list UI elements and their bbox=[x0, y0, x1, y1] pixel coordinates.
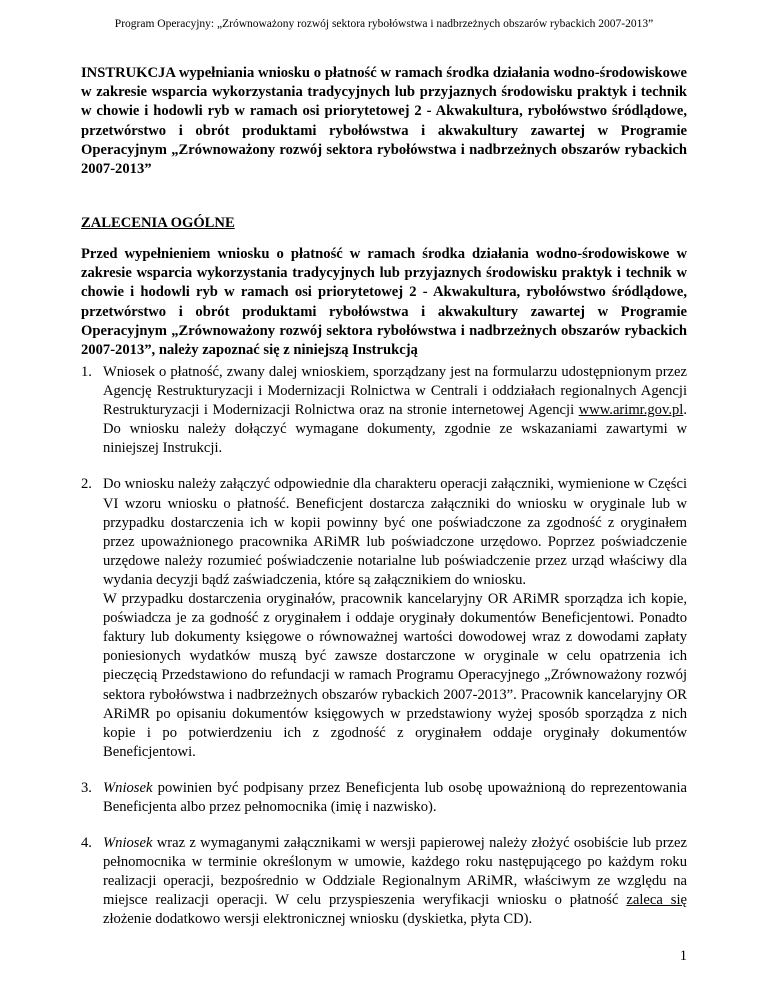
running-header: Program Operacyjny: „Zrównoważony rozwój sektora rybołówstwa i nadbrzeżnych obszarów rybackich 2007-2013” bbox=[114, 18, 654, 30]
item-text: . Do wniosku należy dołączyć wymagane dokumenty, zgodnie ze wskazaniami zawartymi w niniejszej Instrukcji. bbox=[103, 402, 687, 457]
list-item bbox=[81, 363, 687, 458]
arimr-website-link[interactable]: www.arimr.gov.pl bbox=[578, 402, 684, 419]
list-item bbox=[81, 779, 687, 817]
item-number: 1. bbox=[81, 364, 92, 380]
underlined-text: zaleca się bbox=[626, 892, 687, 909]
section-heading: ZALECENIA OGÓLNE bbox=[81, 215, 235, 231]
item-lead-italic: Wniosek bbox=[103, 835, 153, 852]
item-text: złożenie dodatkowo wersji elektronicznej wniosku (dyskietka, płyta CD). bbox=[103, 911, 533, 928]
item-number: 4. bbox=[81, 835, 92, 852]
list-item bbox=[81, 475, 687, 761]
item-text: Wniosek o płatność, zwany dalej wnioskiem, sporządzany jest na formularzu udostępnionym przez Agencję Restrukturyzacji i Modernizacji Rolnictwa w Centrali i oddziałach regionalnych Agencji Restrukturyzacji i Modernizacji Rolnictwa oraz na stronie internetowej Agencji bbox=[103, 364, 687, 419]
item-number: 2. bbox=[81, 476, 92, 493]
intro-paragraph: Przed wypełnieniem wniosku o płatność w ramach środka działania wodno-środowiskowe w zakresie wsparcia wykorzystania tradycyjnych lub przyjaznych środowisku praktyk i technik w chowie i hodowli ryb w ramach osi priorytetowej 2 - Akwakultura, rybołówstwo śródlądowe, przetwórstwo i obrót produktami rybołówstwa i akwakultury zawartej w Programie Operacyjnym „Zrównoważony rozwój sektora rybołówstwa i nadbrzeżnych obszarów rybackich 2007-2013”, należy zapoznać się z niniejszą Instrukcją bbox=[81, 246, 687, 359]
item-paragraph: Do wniosku należy załączyć odpowiednie dla charakteru operacji załączniki, wymienione w Części VI wzoru wniosku o płatność. Beneficjent dostarcza załączniki do wniosku w oryginale lub w przypadku dostarczenia ich w kopii powinny być one poświadczone za zgodność z oryginałem przez upoważnionego pracownika ARiMR lub poświadczone urzędowo. Poprzez poświadczenie urzędowe należy rozumieć poświadczenie notarialne lub poświadczenie przez urząd właściwy dla wydania decyzji bądź zaświadczenia, które są załącznikiem do wniosku. bbox=[103, 476, 687, 588]
item-text: wraz z wymaganymi załącznikami w wersji papierowej należy złożyć osobiście lub przez pełnomocnika w terminie określonym w umowie, każdego roku następującego po każdym roku realizacji operacji, bezpośrednio w Oddziale Regionalnym ARiMR, właściwym ze względu na miejsce realizacji operacji. W celu przyspieszenia weryfikacji wniosku o płatność bbox=[103, 835, 687, 909]
page-number: 1 bbox=[679, 948, 687, 964]
item-number: 3. bbox=[81, 779, 92, 796]
item-lead-italic: Wniosek bbox=[103, 779, 153, 796]
list-item bbox=[81, 834, 687, 929]
item-text: powinien być podpisany przez Beneficjenta lub osobę upoważnioną do reprezentowania Beneficjenta albo przez pełnomocnika (imię i nazwisko). bbox=[103, 779, 687, 815]
item-paragraph: W przypadku dostarczenia oryginałów, pracownik kancelaryjny OR ARiMR sporządza ich kopie, poświadcza je za godność z oryginałem i oddaje oryginały dokumentów Beneficjentowi. Ponadto faktury lub dokumenty księgowe o równoważnej wartości dowodowej wraz z dowodami zapłaty poniesionych wydatków muszą być zawsze dostarczone w oryginale w celu opatrzenia ich pieczęcią Przedstawiono do refundacji w ramach Programu Operacyjnego „Zrównoważony rozwój sektora rybołówstwa i nadbrzeżnych obszarów rybackich 2007-2013”. Pracownik kancelaryjny OR ARiMR po opisaniu dokumentów księgowych w przedstawiony wyżej sposób sporządza z nich kopie i po potwierdzeniu ich z zgodność z oryginałem oddaje oryginały dokumentów Beneficjentowi. bbox=[103, 591, 687, 760]
page-title: INSTRUKCJA wypełniania wniosku o płatność w ramach środka działania wodno-środowiskowe w zakresie wsparcia wykorzystania tradycyjnych lub przyjaznych środowisku praktyk i technik w chowie i hodowli ryb w ramach osi priorytetowej 2 - Akwakultura, rybołówstwo śródlądowe, przetwórstwo i obrót produktami rybołówstwa i akwakultury zawartej w Programie Operacyjnym „Zrównoważony rozwój sektora rybołówstwa i nadbrzeżnych obszarów rybackich 2007-2013” bbox=[81, 65, 687, 178]
instructions-list bbox=[81, 363, 687, 930]
